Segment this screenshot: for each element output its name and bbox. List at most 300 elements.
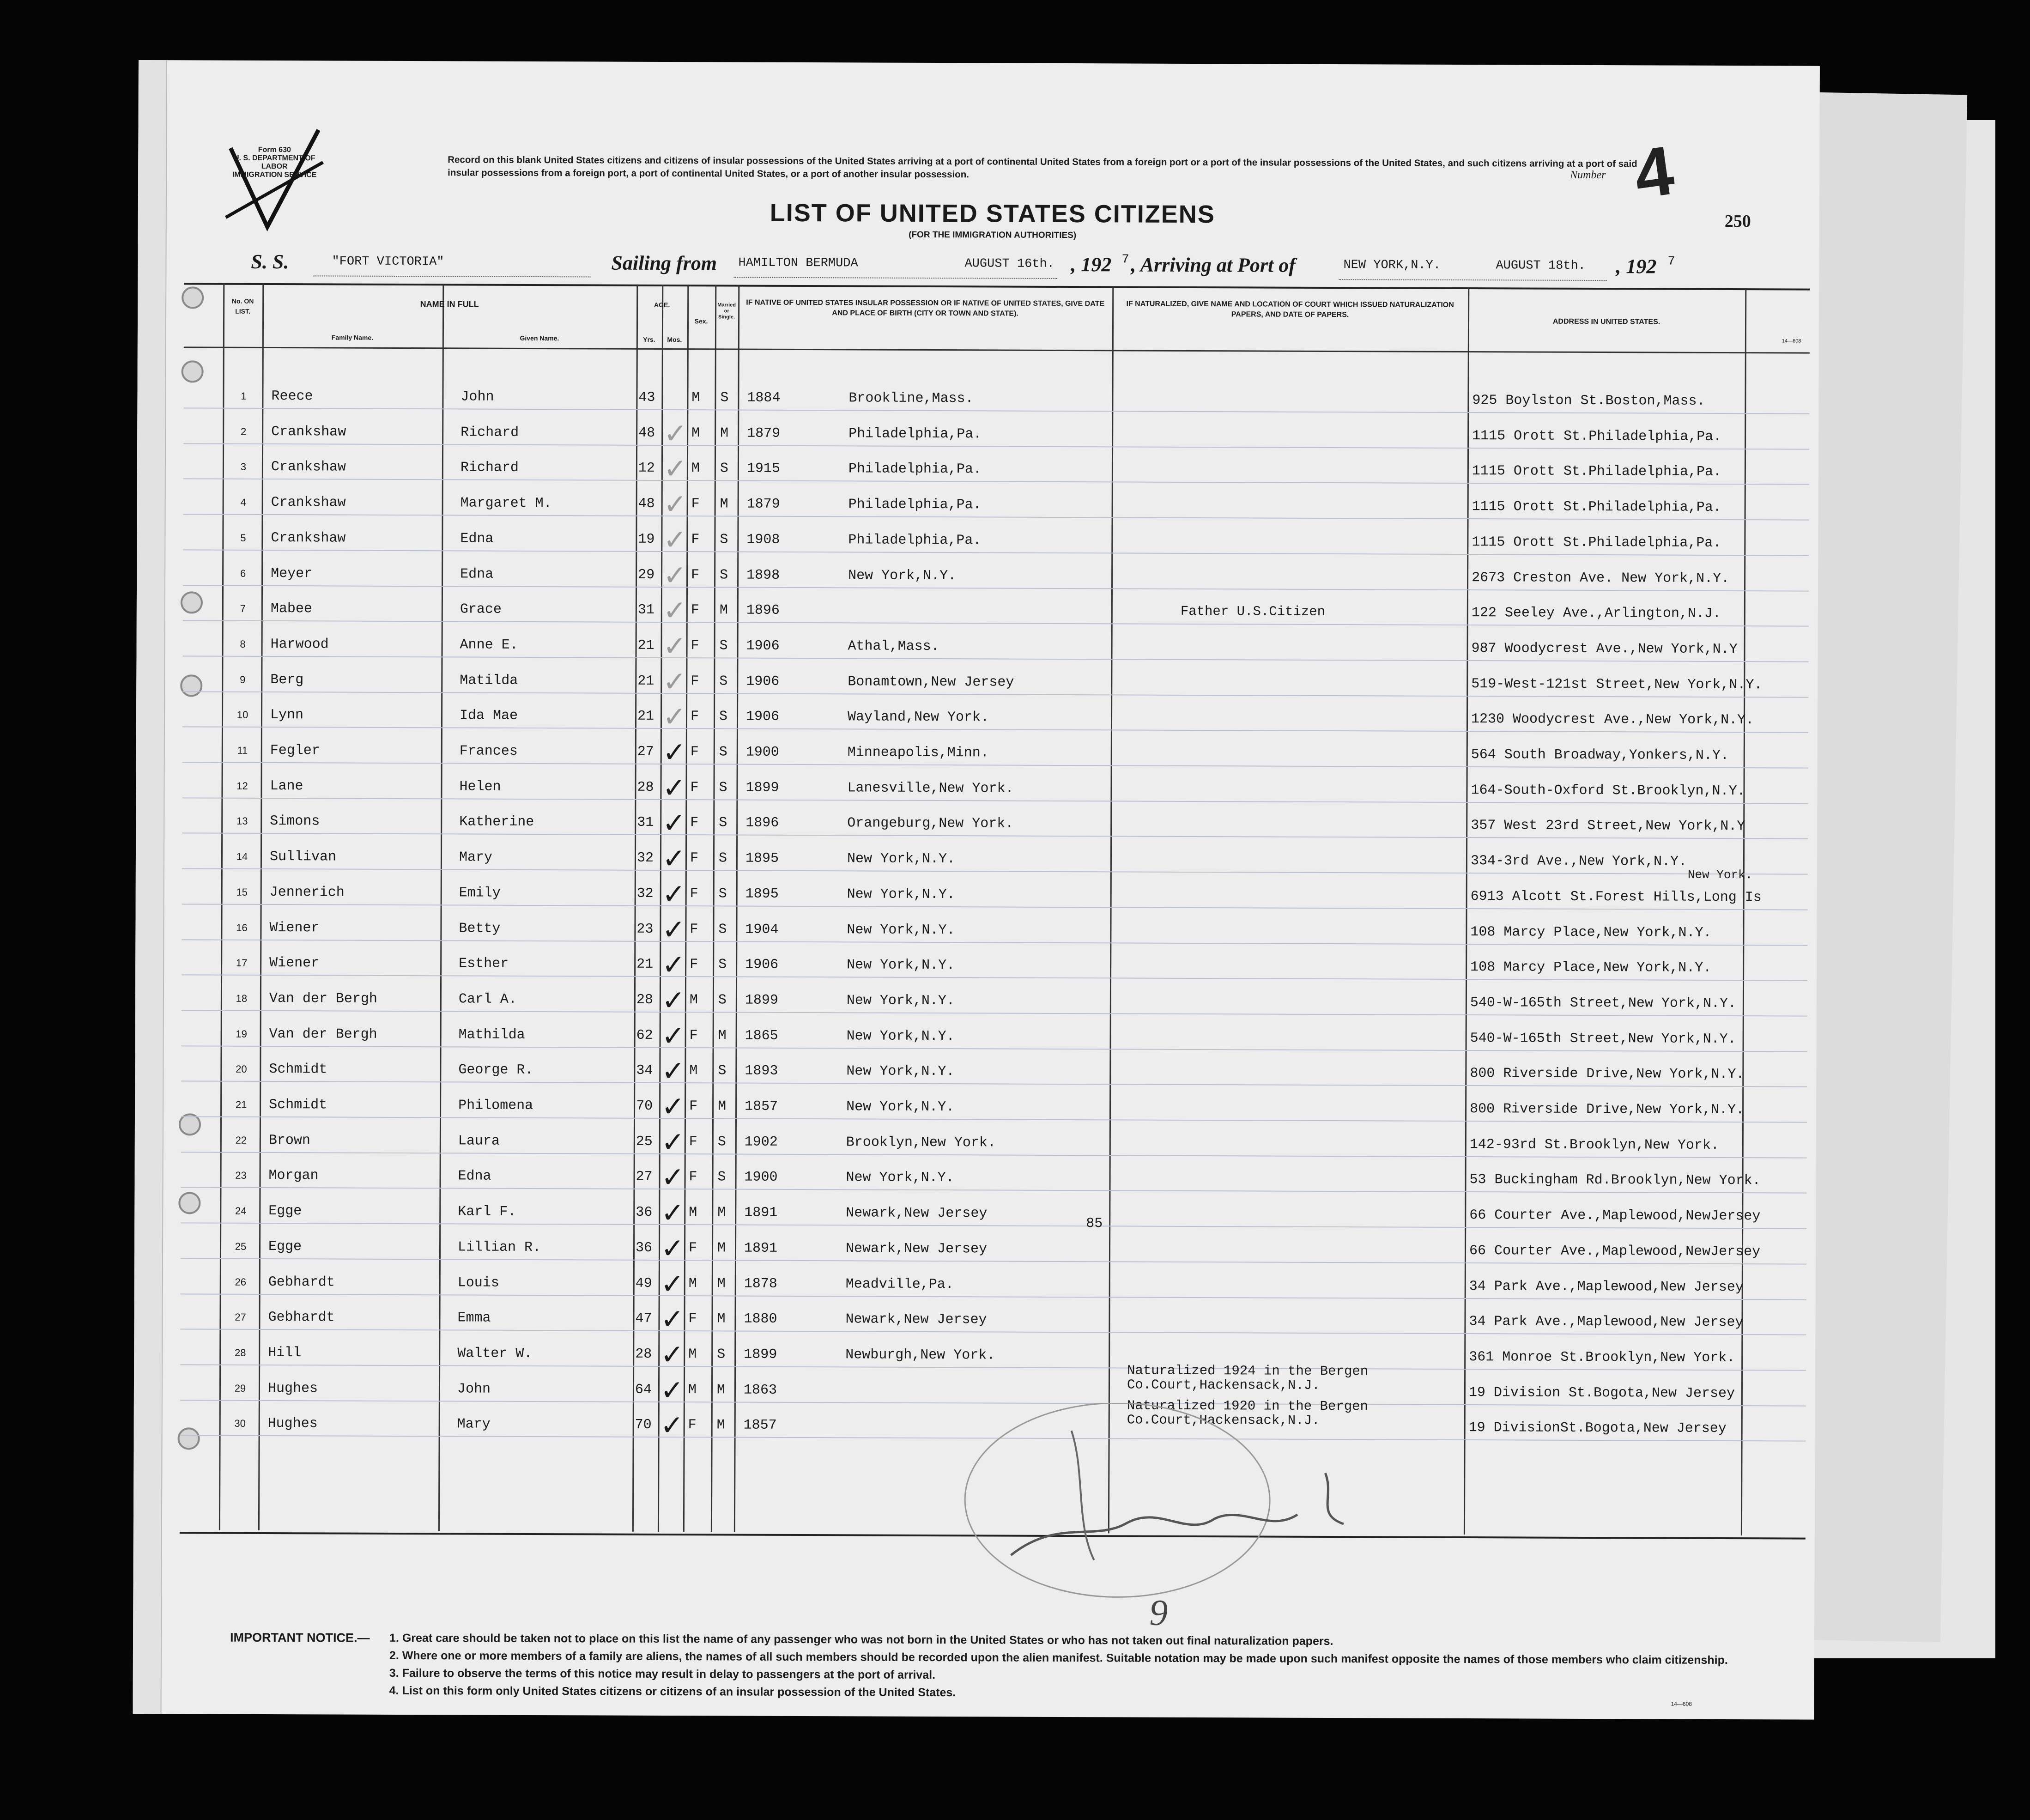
marital-status: M [716,1417,725,1433]
manifest-page [133,60,1820,1720]
age-years: 48 [638,496,655,512]
given-name: George R. [458,1062,533,1079]
family-name: Reece [271,388,313,405]
family-name: Fegler [270,743,320,759]
row-number: 24 [235,1205,247,1217]
us-address: 34 Park Ave.,Maplewood,New Jersey [1469,1314,1744,1331]
family-name: Berg [270,672,304,688]
check-mark: ✓ [663,630,686,663]
sex: F [690,815,699,831]
birth-place: Brookline,Mass. [848,390,974,407]
given-name: John [457,1381,491,1397]
given-name: Katherine [459,814,534,831]
row-number: 4 [240,496,246,508]
given-name: Emily [459,885,501,901]
dotted-line [1339,279,1606,281]
sex: F [690,921,698,937]
us-address: 334-3rd Ave.,New York,N.Y. [1470,853,1687,870]
birth-year: 1896 [746,602,780,619]
header-birth: IF NATIVE OF UNITED STATES INSULAR POSSESSION OR IF NATIVE OF UNITED STATES, GIVE DATE AND PLACE OF BIRTH (CITY OR TOWN AND STATE). [746,298,1105,318]
binding-margin [133,60,167,1714]
family-name: Gebhardt [268,1274,335,1290]
given-name: Lillian R. [457,1239,541,1256]
given-name: Helen [459,779,501,795]
sex: M [691,461,700,477]
birth-place: Brooklyn,New York. [846,1134,996,1151]
age-years: 34 [636,1063,653,1079]
us-address: 19 Division St.Bogota,New Jersey [1468,1384,1735,1401]
us-address: 34 Park Ave.,Maplewood,New Jersey [1469,1278,1744,1295]
row-number: 22 [235,1134,247,1146]
number-label: Number [1570,169,1606,182]
sex: F [690,709,699,725]
us-address: 800 Riverside Drive,New York,N.Y. [1470,1101,1745,1118]
family-name: Crankshaw [271,530,346,546]
family-name: Schmidt [269,1062,327,1078]
birth-year: 1896 [745,815,779,831]
sailing-year-suffix: 7 [1121,253,1129,267]
birth-year: 1906 [745,957,779,973]
birth-year: 1908 [746,532,780,548]
birth-place: New York,N.Y. [846,1099,955,1116]
sex: F [689,1098,698,1115]
check-mark: ✓ [661,1197,685,1230]
marital-status: S [718,957,727,973]
given-name: Esther [459,956,509,972]
age-years: 49 [635,1275,652,1292]
sex: M [691,425,700,441]
family-name: Brown [268,1132,310,1148]
birth-place: New York,N.Y. [846,1028,955,1044]
given-name: Edna [460,531,494,547]
age-years: 28 [636,992,653,1008]
birth-place: Orangeburg,New York. [847,815,1014,832]
row-number: 7 [240,602,246,615]
check-mark: ✓ [661,1126,685,1159]
birth-year: 1857 [745,1098,778,1115]
row-number: 20 [236,1063,247,1075]
family-name: Wiener [269,920,320,936]
birth-place: New York,N.Y. [847,957,955,974]
us-address: 540-W-165th Street,New York,N.Y. [1470,995,1737,1012]
family-name: Wiener [269,955,320,971]
marital-status: S [720,461,728,477]
form-id-small: 14—608 [1782,338,1801,344]
check-mark: ✓ [662,736,686,769]
birth-year: 1906 [746,673,780,690]
us-address: 2673 Creston Ave. New York,N.Y. [1472,570,1730,587]
family-name: Morgan [268,1168,319,1184]
us-address: 800 Riverside Drive,New York,N.Y. [1470,1066,1745,1083]
check-mark: ✓ [663,595,687,627]
check-mark: ✓ [662,771,686,804]
family-name: Simons [270,813,320,830]
marital-status: S [717,1134,726,1150]
family-name: Mabee [270,601,312,617]
check-mark: ✓ [662,949,685,982]
given-name: Edna [460,566,494,582]
row-number: 5 [240,532,246,544]
stray-annotation: 85 [1086,1216,1103,1232]
given-name: Philomena [458,1098,533,1114]
row-number: 23 [235,1170,247,1182]
dotted-line [313,275,590,277]
check-mark: ✓ [663,559,687,592]
family-name: Crankshaw [271,459,346,475]
row-number: 16 [236,922,248,934]
check-mark: ✓ [663,453,687,485]
row-number: 21 [235,1098,247,1110]
sex: M [688,1382,697,1398]
family-name: Van der Bergh [269,1026,377,1043]
marital-status: S [719,744,727,760]
birth-place: Minneapolis,Minn. [847,745,989,761]
birth-year: 1893 [745,1063,778,1080]
sex: F [691,602,699,619]
header-instructions: Record on this blank United States citizens and citizens of insular possessions of the United States arriving at a port of continental United States from a foreign port or a port of the insular possessions of the United States, and such citizens arriving at a port of said insular possessions from a foreign port, a port of continental United States, or a port of another insular possession. [448,154,1637,180]
given-name: Ida Mae [459,708,518,724]
arriving-label: , Arriving at Port of [1131,253,1296,277]
handwritten-x-mark [212,121,333,241]
header-given-name: Given Name. [520,334,559,342]
row-number: 1 [241,390,247,402]
age-years: 21 [637,709,654,725]
marital-status: S [719,673,728,690]
birth-place: New York,N.Y. [846,1063,955,1080]
birth-year: 1898 [746,567,780,583]
birth-year: 1879 [746,496,780,512]
sailing-port: HAMILTON BERMUDA [738,256,858,271]
sex: M [689,1063,698,1079]
check-mark: ✓ [661,1268,685,1300]
header-family-name: Family Name. [331,334,374,341]
page-title: LIST OF UNITED STATES CITIZENS [770,199,1215,229]
marital-status: M [720,425,729,442]
header-age: AGE. [654,301,670,309]
row-number: 27 [235,1311,246,1323]
page-subtitle: (FOR THE IMMIGRATION AUTHORITIES) [909,230,1077,241]
birth-place: New York,N.Y. [847,851,956,868]
row-number: 29 [234,1382,246,1394]
marital-status: M [717,1240,726,1256]
birth-place: Philadelphia,Pa. [848,426,982,443]
birth-place: New York,N.Y. [848,567,957,584]
marital-status: M [719,602,728,619]
age-years: 31 [637,815,654,831]
family-name: Hill [268,1345,302,1361]
birth-place: Newark,New Jersey [846,1205,988,1222]
notice-item: 2. Where one or more members of a family are aliens, the names of all such members should be recorded upon the alien manifest. Suitable notation may be made upon such manifest opposite the names of those members who claim citizenship. [389,1649,1728,1667]
family-name: Sullivan [269,849,337,865]
header-address: ADDRESS IN UNITED STATES. [1552,317,1660,326]
us-address: 564 South Broadway,Yonkers,N.Y. [1471,747,1729,764]
birth-year: 1891 [744,1240,778,1256]
address-overflow-note: New York. [1687,868,1753,882]
check-mark: ✓ [661,1161,685,1194]
check-mark: ✓ [663,523,687,556]
birth-place: Newark,New Jersey [845,1311,987,1328]
marital-status: S [719,815,727,831]
given-name: Richard [461,425,519,441]
birth-year: 1865 [745,1028,778,1044]
row-number: 25 [235,1240,247,1252]
given-name: John [461,389,494,405]
marital-status: M [720,496,728,512]
birth-year: 1906 [746,638,780,654]
given-name: Richard [460,460,519,476]
birth-year: 1863 [743,1382,777,1398]
birth-place: Lanesville,New York. [847,780,1014,797]
given-name: Grace [460,601,502,618]
marital-status: S [717,1347,726,1363]
sex: F [691,496,700,512]
us-address: 122 Seeley Ave.,Arlington,N.J. [1471,605,1721,622]
row-number: 26 [235,1276,247,1288]
check-mark: ✓ [662,913,685,946]
given-name: Edna [458,1168,491,1185]
row-number: 13 [236,815,248,827]
given-name: Emma [457,1310,491,1326]
birth-year: 1857 [743,1417,777,1434]
row-number: 6 [240,567,246,579]
given-name: Mathilda [458,1027,525,1043]
row-number: 9 [240,673,246,686]
birth-year: 1899 [745,992,778,1008]
birth-place: New York,N.Y. [847,922,955,938]
family-name: Gebhardt [268,1310,335,1326]
family-name: Schmidt [269,1097,327,1113]
age-years: 48 [638,425,655,441]
age-years: 70 [636,1098,653,1114]
age-years: 27 [636,1169,653,1185]
naturalization-info: Naturalized 1924 in the Bergen Co.Court,Hackensack,N.J. [1127,1363,1369,1393]
arrival-date: AUGUST 18th. [1496,259,1586,273]
marital-status: M [718,1098,727,1115]
age-years: 43 [638,389,655,406]
birth-year: 1884 [747,390,781,406]
birth-year: 1904 [745,922,779,938]
family-name: Hughes [267,1380,318,1396]
sex: F [688,1311,697,1327]
ss-label: S. S. [251,250,289,273]
marital-status: S [720,390,729,406]
birth-year: 1899 [744,1347,777,1363]
sailing-year-prefix: , 192 [1071,253,1112,276]
marital-status: M [718,1027,727,1044]
sex: F [690,886,698,902]
age-years: 31 [637,602,654,619]
sailing-date: AUGUST 16th. [964,257,1054,271]
birth-year: 1895 [745,850,779,867]
header-married-single: Married or Single. [717,302,736,320]
birth-place: New York,N.Y. [847,886,955,903]
row-number: 28 [234,1347,246,1359]
family-name: Egge [268,1203,302,1219]
check-mark: ✓ [662,807,686,840]
row-number: 11 [237,744,248,756]
age-years: 70 [635,1417,652,1433]
birth-place: Philadelphia,Pa. [848,532,982,549]
us-address: 6913 Alcott St.Forest Hills,Long Is [1470,888,1762,906]
birth-place: New York,N.Y. [846,993,955,1009]
family-name: Harwood [270,636,329,653]
age-years: 64 [635,1382,652,1398]
check-mark: ✓ [663,665,686,698]
check-mark: ✓ [661,1303,684,1336]
age-years: 12 [638,461,655,477]
svg-text:9: 9 [1149,1592,1168,1633]
sex: F [689,1169,697,1185]
us-address: 540-W-165th Street,New York,N.Y. [1470,1030,1736,1047]
age-years: 21 [637,637,654,654]
family-name: Egge [268,1238,302,1255]
form-number-footer: 14—608 [1671,1700,1692,1707]
given-name: Anne E. [460,637,518,653]
sex: M [688,1275,697,1292]
row-number: 30 [234,1418,246,1430]
birth-year: 1900 [744,1169,778,1186]
age-years: 29 [638,567,655,583]
birth-place: Wayland,New York. [847,709,989,726]
family-name: Van der Bergh [269,990,378,1007]
us-address: 108 Marcy Place,New York,N.Y. [1470,924,1712,941]
given-name: Mary [457,1416,491,1432]
row-number: 3 [240,461,247,473]
birth-year: 1899 [745,780,779,796]
row-number: 18 [236,992,248,1004]
age-years: 23 [636,921,654,937]
header-mos: Mos. [667,335,682,344]
row-number: 8 [240,638,246,650]
sex: F [691,638,699,654]
marital-status: M [717,1205,726,1221]
us-address: 142-93rd St.Brooklyn,New York. [1469,1136,1719,1153]
check-mark: ✓ [661,1090,685,1123]
age-years: 21 [636,956,654,973]
age-years: 25 [636,1134,653,1150]
age-years: 27 [637,744,654,760]
row-number: 17 [236,957,248,969]
birth-year: 1895 [745,886,779,902]
us-address: 66 Courter Ave.,Maplewood,NewJersey [1469,1207,1761,1225]
naturalization-info: Father U.S.Citizen [1180,604,1326,620]
age-years: 28 [637,779,654,795]
notice-label: IMPORTANT NOTICE.— [230,1630,370,1645]
sex: F [689,1134,697,1150]
family-name: Hughes [267,1416,318,1432]
check-mark: ✓ [662,701,686,734]
birth-place: Philadelphia,Pa. [848,461,982,478]
birth-year: 1906 [745,709,780,725]
check-mark: ✓ [661,1055,685,1088]
arrival-year-suffix: 7 [1667,255,1675,269]
arrival-year-prefix: , 192 [1616,255,1657,278]
sex: M [688,1347,697,1363]
given-name: Betty [459,920,501,937]
us-address: 1115 Orott St.Philadelphia,Pa. [1472,499,1721,516]
age-years: 28 [635,1346,652,1362]
birth-place: Newark,New Jersey [845,1241,988,1257]
check-mark: ✓ [660,1374,684,1407]
age-years: 32 [636,886,654,902]
age-years: 36 [635,1240,653,1256]
sex: F [688,1417,697,1433]
sailing-label: Sailing from [611,251,717,275]
birth-year: 1900 [745,744,779,760]
page-number: 250 [1724,211,1751,231]
us-address: 53 Buckingham Rd.Brooklyn,New York. [1469,1172,1761,1189]
sex: F [691,673,699,689]
given-name: Margaret M. [460,495,552,512]
age-years: 47 [635,1310,652,1327]
us-address: 987 Woodycrest Ave.,New York,N.Y [1471,640,1738,657]
sex: M [689,1205,697,1221]
given-name: Frances [459,743,518,759]
birth-place: Bonamtown,New Jersey [848,673,1014,691]
sex: F [691,531,700,548]
row-number: 12 [236,780,248,792]
sex: F [690,779,699,795]
us-address: 164-South-Oxford St.Brooklyn,N.Y. [1471,782,1745,799]
given-name: Walter W. [457,1346,533,1362]
family-name: Jennerich [269,884,345,901]
given-name: Matilda [460,673,518,689]
birth-year: 1880 [744,1311,777,1328]
naturalization-info: Naturalized 1920 in the Bergen Co.Court,Hackensack,N.J. [1127,1398,1368,1429]
age-years: 19 [638,531,655,547]
age-years: 21 [637,673,654,689]
sex: F [688,1240,697,1256]
sex: M [689,992,698,1008]
us-address: 1115 Orott St.Philadelphia,Pa. [1472,428,1722,445]
us-address: 108 Marcy Place,New York,N.Y. [1470,959,1712,977]
birth-place: Meadville,Pa. [845,1276,954,1292]
list-number: 4 [1630,131,1679,213]
marital-status: S [719,709,728,725]
marital-status: M [716,1382,726,1398]
birth-place: Athal,Mass. [848,638,939,655]
family-name: Crankshaw [271,495,346,511]
birth-year: 1915 [746,461,780,477]
sex: F [689,1027,698,1043]
row-number: 14 [236,850,248,862]
family-name: Crankshaw [271,424,346,440]
family-name: Lynn [270,707,304,723]
age-years: 62 [636,1027,653,1043]
age-years: 32 [636,850,654,866]
header-sex: Sex. [694,317,708,325]
us-address: 357 West 23rd Street,New York,N.Y [1471,818,1745,835]
marital-status: S [720,532,728,548]
us-address: 925 Boylston St.Boston,Mass. [1472,393,1705,409]
birth-place: New York,N.Y. [846,1170,954,1186]
check-mark: ✓ [661,1338,684,1371]
age-years: 36 [636,1204,653,1220]
us-address: 66 Courter Ave.,Maplewood,NewJersey [1469,1243,1761,1260]
check-mark: ✓ [661,984,685,1017]
marital-status: M [717,1311,726,1327]
family-name: Lane [270,778,303,794]
sex: F [690,744,699,760]
marital-status: S [719,638,728,654]
sex: F [690,850,699,867]
notice-item: 3. Failure to observe the terms of this notice may result in delay to passengers at the port of arrival. [389,1666,936,1682]
birth-place: Newburgh,New York. [845,1347,995,1364]
marital-status: S [720,567,728,583]
marital-status: S [718,921,727,937]
check-mark: ✓ [663,488,687,521]
birth-year: 1879 [747,425,781,442]
